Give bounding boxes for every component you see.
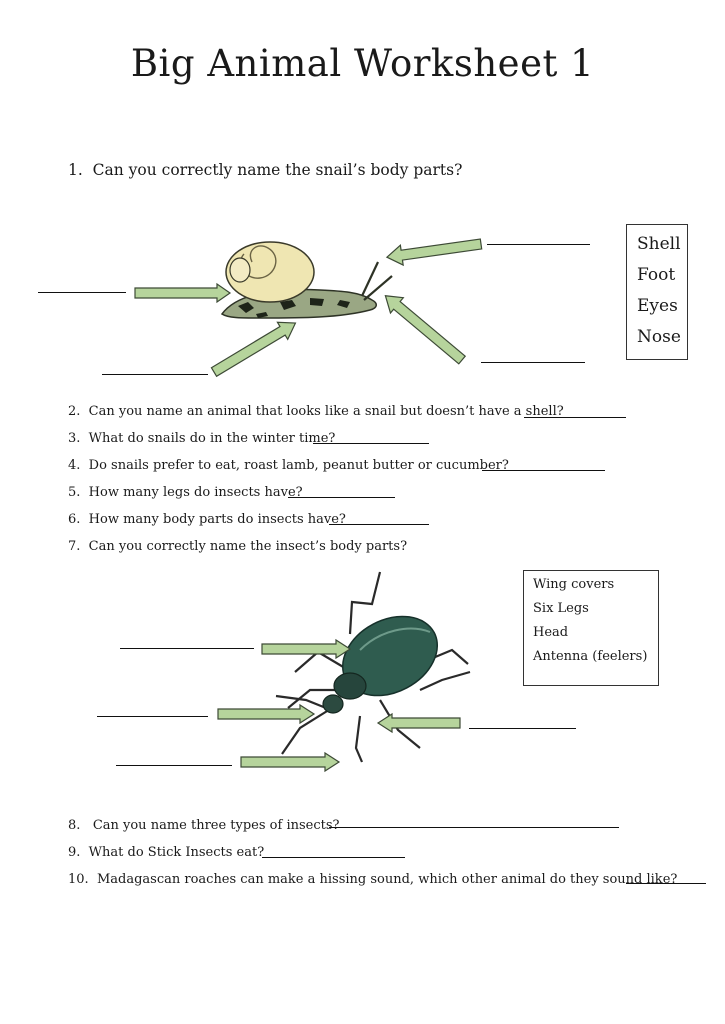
snail-illustration <box>222 242 392 318</box>
answer-line-insect-1[interactable] <box>120 648 254 649</box>
answer-line-snail-4[interactable] <box>481 362 585 363</box>
answer-line-q2[interactable] <box>524 417 626 418</box>
snail-word-box <box>626 224 688 360</box>
answer-line-q8[interactable] <box>329 827 619 828</box>
answer-line-snail-3[interactable] <box>102 374 208 375</box>
question-3: 3. What do snails do in the winter time? <box>68 431 336 446</box>
question-10: 10. Madagascan roaches can make a hissing sound, which other animal do they sound like? <box>68 872 678 887</box>
beetle-illustration <box>276 572 470 762</box>
question-4: 4. Do snails prefer to eat, roast lamb, peanut butter or cucumber? <box>68 458 509 473</box>
question-9: 9. What do Stick Insects eat? <box>68 845 265 860</box>
answer-line-q3[interactable] <box>313 443 429 444</box>
word-shell: Shell <box>637 234 681 254</box>
answer-line-insect-4[interactable] <box>116 765 232 766</box>
answer-line-q5[interactable] <box>288 497 395 498</box>
page-title: Big Animal Worksheet 1 <box>130 42 595 85</box>
answer-line-snail-2[interactable] <box>38 292 126 293</box>
word-head: Head <box>533 625 569 640</box>
word-wing-covers: Wing covers <box>533 577 615 592</box>
word-foot: Foot <box>637 265 676 285</box>
question-text: Can you correctly name the snail’s body parts? <box>92 161 463 179</box>
answer-line-q6[interactable] <box>329 524 429 525</box>
word-eyes: Eyes <box>637 296 678 316</box>
answer-line-snail-1[interactable] <box>487 244 590 245</box>
word-nose: Nose <box>637 327 681 347</box>
answer-line-insect-2[interactable] <box>97 716 208 717</box>
answer-line-q4[interactable] <box>482 470 605 471</box>
word-antenna: Antenna (feelers) <box>533 649 648 664</box>
answer-line-q9[interactable] <box>262 857 405 858</box>
question-2: 2. Can you name an animal that looks like a snail but doesn’t have a shell? <box>68 404 564 419</box>
question-7: 7. Can you correctly name the insect’s body parts? <box>68 539 408 554</box>
answer-line-insect-3[interactable] <box>469 728 576 729</box>
question-8: 8. Can you name three types of insects? <box>68 818 340 833</box>
question-number: 1. <box>68 161 83 179</box>
answer-line-q10[interactable] <box>626 883 706 884</box>
question-5: 5. How many legs do insects have? <box>68 485 303 500</box>
question-6: 6. How many body parts do insects have? <box>68 512 346 527</box>
insect-word-box <box>523 570 659 686</box>
word-six-legs: Six Legs <box>533 601 589 616</box>
